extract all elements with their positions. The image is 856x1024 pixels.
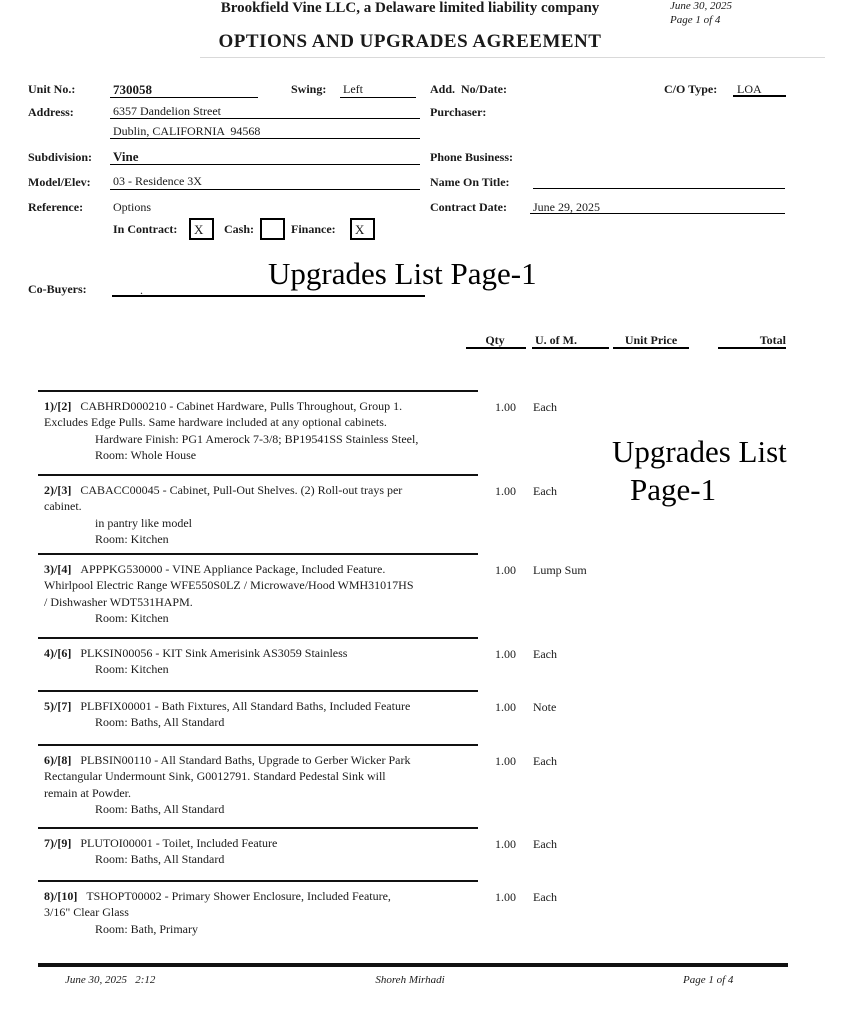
item-number: 6)/[8]: [44, 753, 72, 767]
item-description: CABHRD000210 - Cabinet Hardware, Pulls Throughout, Group 1.: [80, 399, 403, 413]
table-row: [38, 637, 557, 678]
item-line: Room: Kitchen: [95, 532, 169, 547]
unit-no-value: 730058: [113, 82, 152, 97]
co-type-underline: [733, 82, 786, 97]
item-description: PLBFIX00001 - Bath Fixtures, All Standard Baths, Included Feature: [80, 699, 411, 713]
item-description: PLBSIN00110 - All Standard Baths, Upgrade to Gerber Wicker Park: [80, 753, 411, 767]
cash-checkbox: [260, 218, 285, 240]
item-number: 7)/[9]: [44, 836, 72, 850]
item-uom: Each: [533, 754, 557, 768]
total-header-underline: [718, 334, 786, 349]
document-title: OPTIONS AND UPGRADES AGREEMENT: [218, 31, 602, 52]
qty-header-underline: [466, 334, 526, 349]
model-elev-value: 03 - Residence 3X: [113, 174, 202, 188]
table-row: [38, 553, 587, 627]
footer-preparer: Shoreh Mirhadi: [375, 974, 445, 986]
item-description: PLUTOI00001 - Toilet, Included Feature: [80, 836, 278, 850]
item-line: remain at Powder.: [44, 785, 131, 800]
phone-business-label: Phone Business:: [430, 150, 514, 164]
item-qty: 1.00: [495, 890, 516, 904]
item-line: cabinet.: [44, 499, 82, 514]
item-line: Room: Baths, All Standard: [95, 802, 225, 817]
in-contract-checkbox: X: [189, 218, 214, 240]
reference-value: Options: [113, 200, 152, 214]
address-label: Address:: [28, 105, 74, 119]
upgrades-list-stamp-right-line1: Upgrades List: [612, 434, 787, 469]
item-number: 2)/[3]: [44, 483, 72, 497]
item-uom: Note: [533, 700, 557, 714]
item-uom: Each: [533, 484, 557, 498]
item-uom: Each: [533, 890, 557, 904]
item-line: Hardware Finish: PG1 Amerock 7-3/8; BP19541SS Stainless Steel,: [95, 431, 419, 446]
item-description: PLKSIN00056 - KIT Sink Amerisink AS3059 Stainless: [80, 646, 348, 660]
item-uom: Each: [533, 400, 557, 414]
finance-checkbox: X: [350, 218, 375, 240]
item-number: 3)/[4]: [44, 562, 72, 576]
address-line1-underline: [110, 103, 420, 119]
item-qty: 1.00: [495, 837, 516, 851]
item-line: Rectangular Undermount Sink, G0012791. Standard Pedestal Sink will: [44, 769, 386, 784]
item-number: 5)/[7]: [44, 699, 72, 713]
name-on-title-label: Name On Title:: [430, 175, 510, 189]
item-line: Excludes Edge Pulls. Same hardware included at any optional cabinets.: [44, 415, 387, 430]
contract-date-value: June 29, 2025: [533, 200, 600, 214]
subdivision-value: Vine: [113, 149, 139, 164]
item-description: APPPKG530000 - VINE Appliance Package, Included Feature.: [80, 562, 386, 576]
table-row: [38, 827, 557, 868]
unit-no-underline: [110, 82, 258, 98]
co-buyers-mark: .: [140, 283, 143, 297]
column-header-total: Total: [759, 333, 786, 347]
item-line: Room: Whole House: [95, 448, 197, 463]
co-type-label: C/O Type:: [664, 82, 718, 96]
item-qty: 1.00: [495, 400, 516, 414]
model-elev-label: Model/Elev:: [28, 175, 91, 189]
co-buyers-label: Co-Buyers:: [28, 282, 87, 296]
item-description: CABACC00045 - Cabinet, Pull-Out Shelves. (2) Roll-out trays per: [80, 483, 403, 497]
upgrades-list-stamp-center: Upgrades List Page-1: [268, 256, 537, 291]
item-description: TSHOPT00002 - Primary Shower Enclosure, Included Feature,: [86, 889, 391, 903]
contract-date-label: Contract Date:: [430, 200, 507, 214]
company-title: Brookfield Vine LLC, a Delaware limited liability company: [220, 0, 600, 16]
swing-value: Left: [343, 82, 363, 96]
item-uom: Each: [533, 647, 557, 661]
add-no-date-label: Add. No/Date:: [430, 82, 507, 96]
item-uom: Each: [533, 837, 557, 851]
in-contract-label: In Contract:: [113, 222, 178, 236]
table-row: [38, 880, 557, 937]
header-date: June 30, 2025: [670, 0, 733, 12]
item-line: / Dishwasher WDT531HAPM.: [44, 594, 193, 609]
contract-date-underline: [530, 199, 785, 214]
item-qty: 1.00: [495, 754, 516, 768]
column-header-uom: U. of M.: [535, 333, 577, 347]
address-line1: 6357 Dandelion Street: [113, 104, 221, 118]
reference-label: Reference:: [28, 200, 84, 214]
item-line: Room: Baths, All Standard: [95, 715, 225, 730]
unit-no-label: Unit No.:: [28, 82, 76, 96]
item-line: Room: Bath, Primary: [95, 921, 198, 936]
item-number: 4)/[6]: [44, 646, 72, 660]
item-line: Room: Baths, All Standard: [95, 852, 225, 867]
item-qty: 1.00: [495, 647, 516, 661]
purchaser-label: Purchaser:: [430, 105, 487, 119]
name-on-title-underline: [533, 174, 785, 189]
item-number: 8)/[10]: [44, 889, 78, 903]
address-line2: Dublin, CALIFORNIA 94568: [113, 124, 261, 138]
table-row: [38, 390, 557, 464]
address-line2-underline: [110, 123, 420, 139]
item-qty: 1.00: [495, 700, 516, 714]
model-elev-underline: [110, 174, 420, 190]
table-row: [38, 690, 557, 731]
column-header-qty: Qty: [485, 333, 505, 347]
subdivision-underline: [110, 149, 420, 165]
footer-datetime: June 30, 2025 2:12: [65, 974, 156, 986]
item-line: Room: Kitchen: [95, 662, 169, 677]
item-line: in pantry like model: [95, 515, 192, 530]
unit-price-header-underline: [613, 334, 689, 349]
subdivision-label: Subdivision:: [28, 150, 93, 164]
header-page-number: Page 1 of 4: [670, 14, 721, 26]
item-line: Room: Kitchen: [95, 611, 169, 626]
item-line: Whirlpool Electric Range WFE550S0LZ / Microwave/Hood WMH31017HS: [44, 578, 414, 593]
swing-label: Swing:: [291, 82, 327, 96]
column-header-unit-price: Unit Price: [624, 333, 678, 347]
co-type-value: LOA: [737, 82, 762, 96]
item-qty: 1.00: [495, 484, 516, 498]
item-qty: 1.00: [495, 563, 516, 577]
table-row: [38, 744, 557, 818]
upgrades-list-stamp-right-line2: Page-1: [630, 472, 717, 507]
finance-label: Finance:: [291, 222, 336, 236]
item-uom: Lump Sum: [533, 563, 587, 577]
item-number: 1)/[2]: [44, 399, 72, 413]
footer-rule: [38, 963, 788, 967]
table-row: [38, 474, 557, 548]
uom-header-underline: [532, 334, 609, 349]
cash-label: Cash:: [224, 222, 255, 236]
swing-underline: [340, 82, 416, 98]
footer-page-number: Page 1 of 4: [683, 974, 734, 986]
item-line: 3/16" Clear Glass: [44, 905, 129, 920]
scan-artifact-line: [200, 57, 825, 58]
